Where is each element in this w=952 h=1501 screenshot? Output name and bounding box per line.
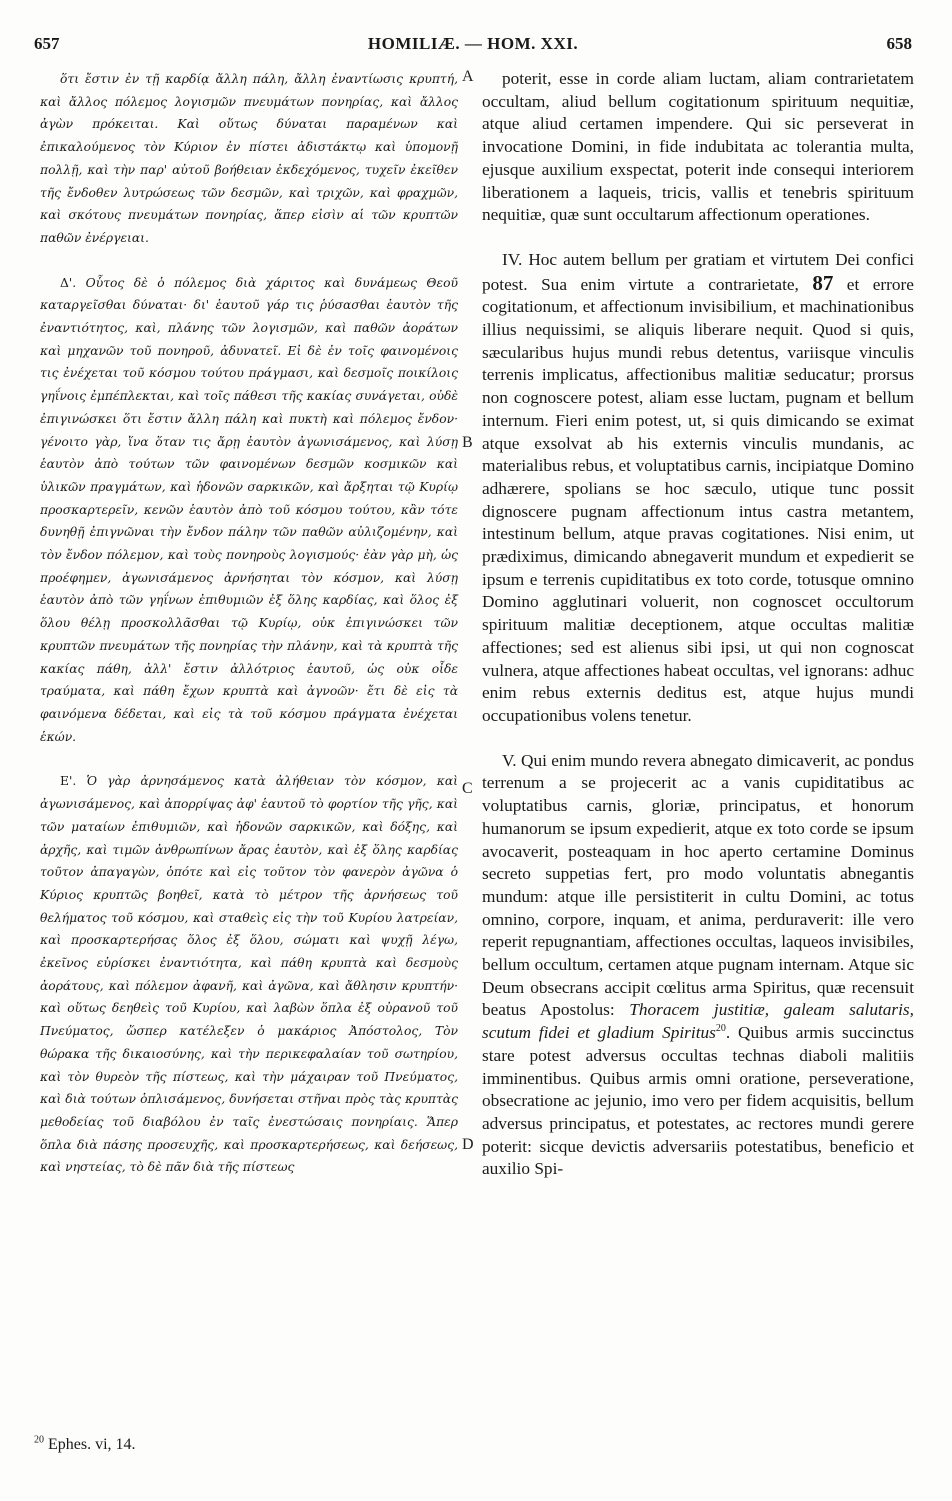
section-label: Δ'. [60,275,77,290]
page-number-right: 658 [886,34,912,53]
greek-column [40,68,458,1408]
latin-paragraph-text: et errore cogitationum, et affectionum invisibilium, et machinationibus illius nequissimi, se aliquis liberare nequit. Quod si quis, sæcularibus hujus mundi rebus detentus, variisque vinculis terrenis implicatus, affectionibus malitiæ seducatur; prorsus non cognoscere potest, aliam esse luctam, pugnam et bellum internum. Fieri enim potest, ut, si quis dimicando se eximat atque exsolvat ab his externis vinculis mundanis, ac materialibus rebus, et voluptatibus carnis, incipiatque Domino adhærere, spolians se hoc sæculo, utique tunc possit dignoscere pugnam affectionum intus castra metantem, intestinum bellum, atque pravas cogitationes. Nisi enim, ut prædiximus, dimicando abnegaverit mundum et expedierit se ipsum e terrenis cupiditatibus ex toto corde, totusque omnino Domino agglutinari voluerit, non cognoscet occultorum spirituum malitiæ deceptionem, atque occultas malitiæ affectiones; sed est alienus sibi ipsi, ut qui non cognoscat vulnera, atque affectiones habeat occultas, vel ignorans: adhuc enim rebus externis deditus est, atque hujus mundi occupationibus volens tenetur. [482,274,915,725]
running-title: HOMILIÆ. — HOM. XXI. [367,34,579,53]
footnote-text: Ephes. vi, 14. [48,1436,136,1453]
margin-marker-b: B [462,434,473,451]
page-header [34,34,912,60]
margin-marker-c: C [462,780,473,797]
greek-paragraph: ὅτι ἔστιν ἐν τῇ καρδίᾳ ἄλλη πάλη, ἄλλη ἐναντίωσις κρυπτή, καὶ ἄλλος πόλεμος λογισμῶν πνευμάτων πονηρίας, καὶ ἄλλος ἀγὼν πρόκειται. Καὶ οὕτως δύναται παραμένων καὶ ἐπικαλούμενος τὸν Κύριον ἐν πίστει ἀδιστάκτῳ καὶ ὑπομονῇ πολλῇ, καὶ τὴν παρ' αὐτοῦ βοήθειαν ἐκδεχόμενος, τυχεῖν ἐκεῖθεν τῆς ἔνδοθεν λυτρώσεως τῶν δεσμῶν, καὶ τριχῶν, καὶ φραχμῶν, καὶ σκότους πνευμάτων πονηρίας, ἅπερ εἰσὶν αἱ τῶν κρυπτῶν παθῶν ἐνέργειαι. [40,72,458,245]
section-label: IV. [502,249,523,269]
section-label: V. [502,750,517,770]
page-number-left: 657 [34,34,60,53]
greek-paragraph-text: Οὗτος δὲ ὁ πόλεμος διὰ χάριτος καὶ δυνάμεως Θεοῦ καταργεῖσθαι δύναται· δι' ἑαυτοῦ γάρ τις ῥύσασθαι ἑαυτὸν τῆς ἐναντιότητος, καὶ, πλάνης τῶν λογισμῶν, καὶ παθῶν ἀοράτων καὶ μηχανῶν τοῦ πονηροῦ, ἀδυνατεῖ. Εἰ δὲ ἐν τοῖς φαινομένοις τις ἐνέχεται τοῦ κόσμου τούτου πράγμασι, καὶ δεσμοῖς ποικίλοις γηΐνοις ἐμπέπλεκται, καὶ τοῖς πάθεσι τῆς κακίας συνάγεται, οὐδὲ ἐπιγινώσκει ὅτι ἔστιν ἄλλη πάλη καὶ πυκτὴ καὶ πόλεμος ἔνδον· γένοιτο γὰρ, ἵνα ὅταν τις ἄρῃ ἑαυτὸν ἀγωνισάμενος, καὶ λύσῃ ἑαυτὸν ἀπὸ τούτων τῶν φαινομένων δεσμῶν κοσμικῶν καὶ ὑλικῶν πραγμάτων, καὶ ἡδονῶν σαρκικῶν, καὶ ἄρξηται τῷ Κυρίῳ προσκαρτερεῖν, κενῶν ἑαυτὸν ἀπὸ τοῦ κόσμου τούτου, κἂν τότε δυνηθῇ ἐπιγνῶναι τὴν ἔνδον πάλην τῶν παθῶν αὐλιζομένην, καὶ τὸν ἔνδον πόλεμον, καὶ τοὺς πονηροὺς λογισμούς· ἐὰν γὰρ μὴ, ὡς προέφημεν, ἀγωνισάμενος ἀρνήσηται τὸν κόσμον, καὶ λύσῃ ἑαυτὸν ἀπὸ τῶν γηΐνων ἐπιθυμιῶν ἐξ ὅλης καρδίας, καὶ ὅλος ἐξ ὅλου θέλῃ προσκολλᾶσθαι τῷ Κυρίῳ, οὐκ ἐπιγινώσκει τῶν κρυπτῶν πνευμάτων τῆς πονηρίας τὴν πλάνην, καὶ τὰ κρυπτὰ τῆς κακίας πάθη, ἀλλ' ἔστιν ἀλλότριος ἑαυτοῦ, ὡς οὐκ οἶδε τραύματα, καὶ πάθη ἔχων κρυπτὰ καὶ ἀγνοῶν· ἔτι δὲ εἰς τὰ φαινόμενα δέδεται, καὶ εἰς τὰ τοῦ κόσμου πράγματα ἐνέχεται ἑκών. [40,275,458,744]
margin-marker-d: D [462,1136,474,1153]
greek-paragraph-text: Ὁ γὰρ ἀρνησάμενος κατὰ ἀλήθειαν τὸν κόσμον, καὶ ἀγωνισάμενος, καὶ ἀπορρίψας ἀφ' ἑαυτοῦ τὸ φορτίον τῆς γῆς, καὶ τῶν ματαίων ἐπιθυμιῶν, καὶ ἡδονῶν σαρκικῶν, καὶ δόξης, καὶ ἀρχῆς, καὶ τιμῶν ἀνθρωπίνων ἄρας ἑαυτὸν, καὶ ἐξ ὅλης καρδίας τοῦτον ἀπαγαγὼν, ὁπότε καὶ εἰς τοῦτον τὸν φανερὸν ἀγῶνα ὁ Κύριος κρυπτῶς βοηθεῖ, κατὰ τὸ μέτρον τῆς ἀρνήσεως τοῦ θελήματος τοῦ κόσμου, καὶ σταθεὶς εἰς τὴν τοῦ Κυρίου λατρείαν, καὶ προσκαρτερήσας ὅλος ἐξ ὅλου, σώματι καὶ ψυχῇ λέγω, ἐκεῖνος εὑρίσκει ἐναντιότητα, καὶ πάθη κρυπτὰ καὶ δεσμοὺς ἀοράτους, καὶ πόλεμον ἀφανῆ, καὶ ἀγῶνα, καὶ ἄθλησιν κρυπτήν· καὶ οὕτως δεηθεὶς τοῦ Κυρίου, καὶ λαβὼν ὅπλα ἐξ οὐρανοῦ τοῦ Πνεύματος, ὥσπερ κατέλεξεν ὁ μακάριος Ἀπόστολος, Τὸν θώρακα τῆς δικαιοσύνης, καὶ τὴν περικεφαλαίαν τοῦ σωτηρίου, καὶ τὸν θυρεὸν τῆς πίστεως, καὶ τὴν μάχαιραν τοῦ Πνεύματος, καὶ διὰ τούτων ὁπλισάμενος, δυνήσεται στῆναι πρὸς τὰς κρυπτὰς μεθοδείας τοῦ διαβόλου ἐν ταῖς ἐνεστώσαις πονηρίαις. Ἅπερ ὅπλα διὰ πάσης προσευχῆς, καὶ προσκαρτερήσεως, καὶ δεήσεως, καὶ νηστείας, τὸ δὲ πᾶν διὰ τῆς πίστεως [40,774,458,1175]
latin-column [482,68,914,1408]
greek-section-5 [40,770,458,1179]
margin-marker-a: A [462,68,474,85]
latin-paragraph-text: Hoc autem bellum per gratiam et virtutem Dei confici potest. Sua enim virtute a contrarietate, [482,249,914,294]
footnote [34,1436,434,1460]
latin-paragraph-text: . Quibus armis succinctus stare potest adversus occultas technas diaboli malitiis imminentibus. Quibus armis omni oratione, perseveratione, obsecratione ac jejunio, imo vero per fidem acquisitis, bellum adversus principatus, et potestates, ac rectores mundi gerere poterit: sicque devictis adversariis potestatibus, beneficio et auxilio Spi- [482,1023,914,1179]
footnote-reference: 20 [715,1023,726,1035]
latin-section-5 [482,750,914,1181]
latin-paragraph-text: Qui enim mundo revera abnegato dimicaverit, ac pondus terrenum a se projecerit ac a vanis cupiditatibus ac voluptatibus carnis, gloriæ, principatus, et honorum humanorum se ipsum expedierit, atque ex toto corde se ipsum avocaverit, posteaquam in hoc aperto certamine Dominus secreto suppetias fert, pro modo voluntatis abnegantis mundum: atque ille persistiterit in cultu Domini, ac totus omnino, corpore, inquam, et anima, perduraverit: ille vero reperit repugnantiam, affectiones occultas, laqueos invisibiles, bellum occultum, certamen atque pugnam internam. Atque sic Deum obsecrans accipit cœlitus arma Spiritus, quæ recensuit beatus Apostolus: [482,750,914,1020]
scripture-quote: Thoracem justitiæ, galeam salutaris, scutum fidei et gladium Spiritus [482,1000,914,1043]
greek-section-4 [40,272,458,749]
column-number: 87 [812,270,834,295]
footnote-number: 20 [34,1434,44,1446]
section-label: Ε'. [60,774,77,789]
latin-section-4 [482,249,914,728]
latin-paragraph: poterit, esse in corde aliam luctam, aliam contrarietatem occultam, aliud bellum cogitationum spirituum nequitiæ, atque aliud certamen impendere. Qui sic perseverat in invocatione Domini, in fide indubitata ac tolerantia multa, ejusque auxilium exspectat, poterit inde consequi interiorem liberationem a laqueis, tricis, vallis et tenebris spirituum nequitiæ, quæ sunt occultarum affectionum operationes. [482,69,914,225]
